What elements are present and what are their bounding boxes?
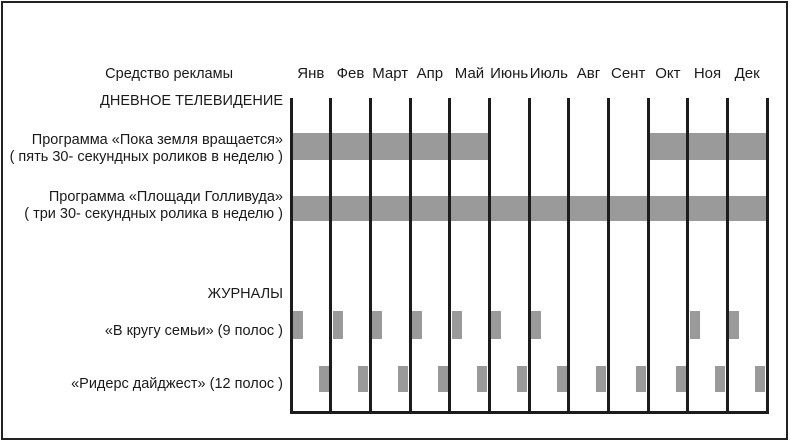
row-label-subtitle: ( три 30- секундных ролика в неделю ) bbox=[24, 205, 283, 222]
tick-mark bbox=[358, 366, 368, 392]
month-gridline bbox=[567, 98, 570, 413]
tick-mark bbox=[412, 311, 422, 339]
row-label-v-krugu-semyi: «В кругу семьи» (9 полос ) bbox=[104, 323, 283, 339]
tick-mark bbox=[729, 311, 739, 339]
month-gridline bbox=[726, 98, 729, 413]
month-label-11: Ноя bbox=[693, 65, 722, 82]
schedule-bar bbox=[648, 133, 767, 160]
tick-mark bbox=[676, 366, 686, 392]
month-label-5: Май bbox=[454, 65, 485, 82]
tick-mark bbox=[531, 311, 541, 339]
tick-mark bbox=[438, 366, 448, 392]
month-label-9: Сент bbox=[610, 65, 646, 82]
month-label-1: Янв bbox=[297, 65, 325, 82]
month-label-3: Март bbox=[372, 65, 409, 82]
month-gridline bbox=[528, 98, 531, 413]
tick-mark bbox=[596, 366, 606, 392]
tick-mark bbox=[452, 311, 462, 339]
row-label-title: Программа «Площади Голливуда» bbox=[48, 189, 283, 205]
row-label-title: Программа «Пока земля вращается» bbox=[31, 132, 283, 148]
axis-baseline bbox=[290, 411, 769, 414]
month-gridline bbox=[329, 98, 332, 413]
row-label-subtitle: ( пять 30- секундных роликов в неделю ) bbox=[9, 148, 283, 165]
tick-mark bbox=[293, 311, 303, 339]
month-label-12: Дек bbox=[734, 65, 760, 82]
tick-mark bbox=[372, 311, 382, 339]
row-label-program-poka-zemlya bbox=[10, 132, 283, 165]
tick-mark bbox=[333, 311, 343, 339]
month-gridline bbox=[290, 98, 293, 413]
month-gridline bbox=[607, 98, 610, 413]
tick-mark bbox=[398, 366, 408, 392]
month-label-10: Окт bbox=[655, 65, 681, 82]
month-label-7: Июль bbox=[529, 65, 568, 82]
tick-mark bbox=[319, 366, 329, 392]
month-label-6: Июнь bbox=[490, 65, 529, 82]
tick-mark bbox=[517, 366, 527, 392]
row-label-program-ploshchadi-gollivuda bbox=[24, 189, 283, 222]
row-label-riders-digest: «Ридерс дайджест» (12 полос ) bbox=[71, 376, 283, 392]
month-label-2: Фев bbox=[336, 65, 365, 82]
month-gridline bbox=[766, 98, 769, 413]
month-label-4: Апр bbox=[416, 65, 444, 82]
month-gridline bbox=[488, 98, 491, 413]
tick-mark bbox=[491, 311, 501, 339]
tick-mark bbox=[690, 311, 700, 339]
month-gridline bbox=[647, 98, 650, 413]
month-gridline bbox=[448, 98, 451, 413]
tick-mark bbox=[636, 366, 646, 392]
tick-mark bbox=[477, 366, 487, 392]
section-label-magazines: ЖУРНАЛЫ bbox=[207, 286, 283, 302]
tick-mark bbox=[557, 366, 567, 392]
schedule-bar bbox=[291, 133, 489, 160]
month-gridline bbox=[409, 98, 412, 413]
section-label-daytime-tv: ДНЕВНОЕ ТЕЛЕВИДЕНИЕ bbox=[100, 93, 283, 109]
month-gridline bbox=[369, 98, 372, 413]
column-header-label: Средство рекламы bbox=[105, 66, 233, 82]
month-label-8: Авг bbox=[576, 65, 601, 82]
month-gridline bbox=[686, 98, 689, 413]
tick-mark bbox=[755, 366, 765, 392]
tick-mark bbox=[715, 366, 725, 392]
